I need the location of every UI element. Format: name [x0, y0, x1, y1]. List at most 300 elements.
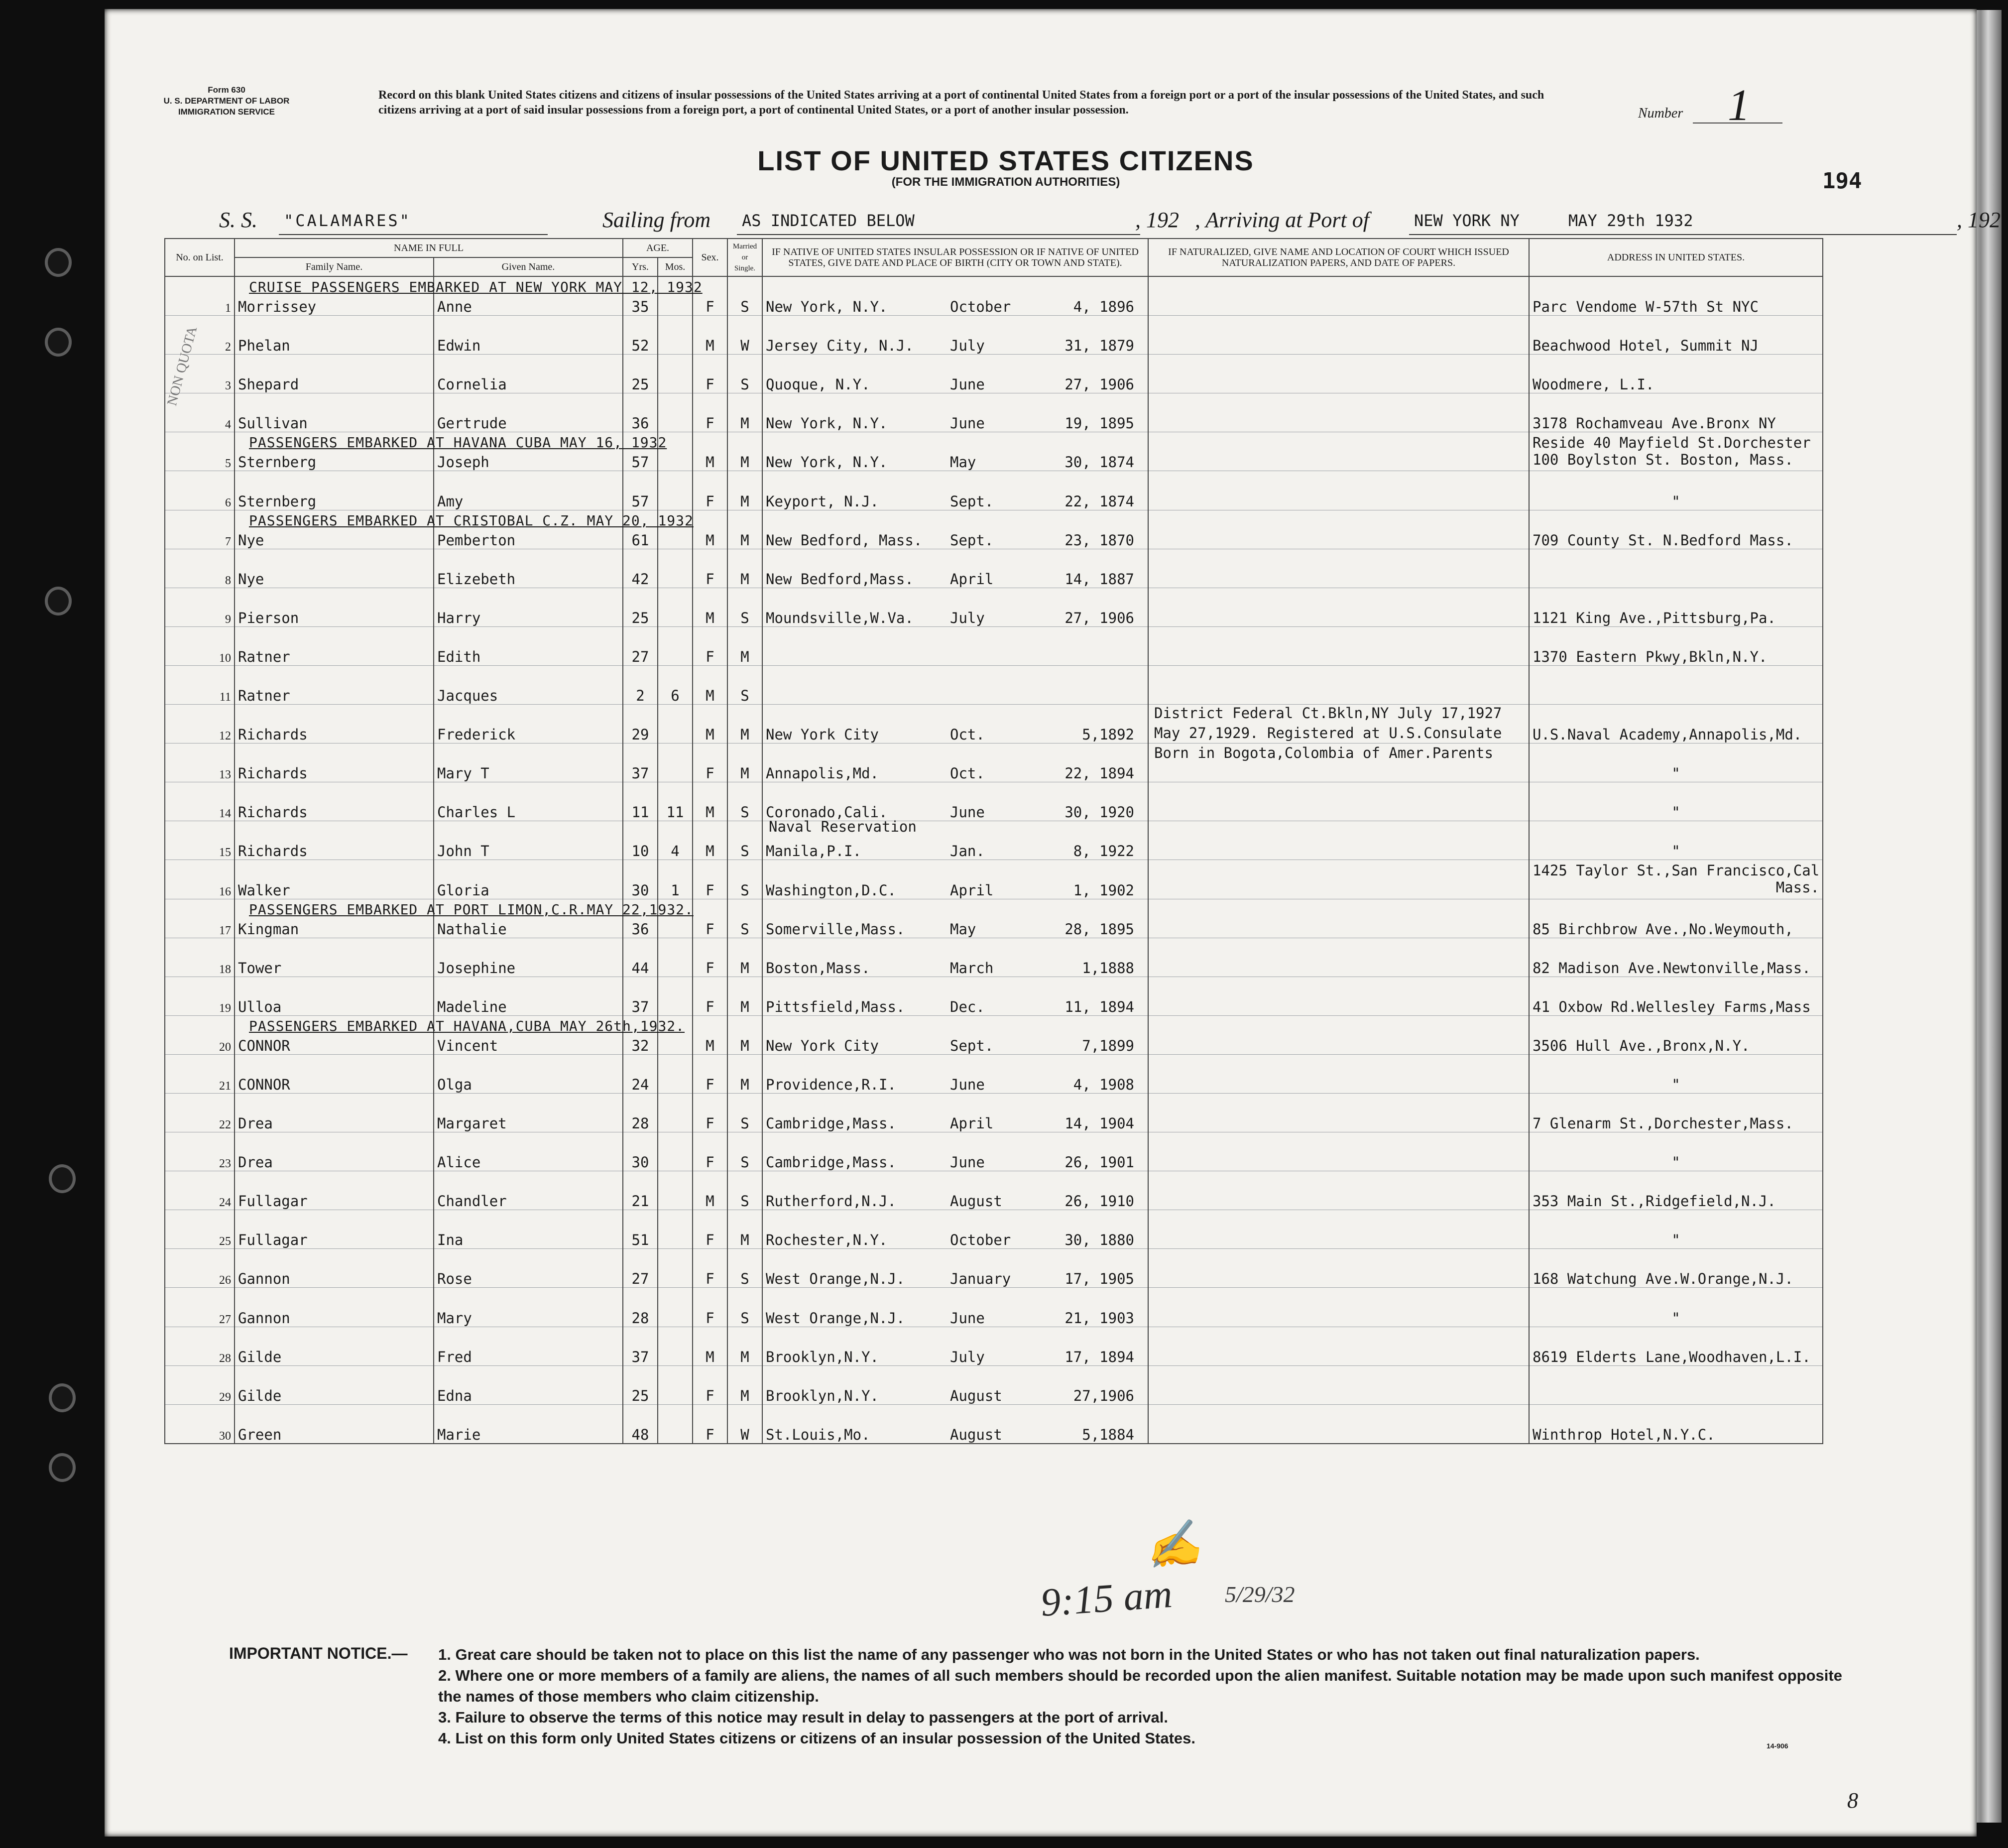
row-number: 24: [165, 1171, 235, 1210]
address-text: Beachwood Hotel, Summit NJ: [1533, 337, 1759, 355]
marital-status: M: [727, 938, 762, 977]
age-years: 48: [623, 1404, 658, 1444]
passenger-row: [165, 705, 1823, 743]
voyage-line: [219, 203, 2001, 238]
birth-info: [762, 355, 1148, 393]
passenger-row: [165, 1210, 1823, 1249]
us-address: [1529, 316, 1823, 355]
naturalization-info: [1148, 782, 1529, 821]
birth-place-line: Naval Reservation: [769, 818, 917, 836]
family-name-text: Walker: [238, 881, 290, 899]
birth-place: Rutherford,N.J.: [766, 1193, 896, 1210]
family-name-text: CONNOR: [238, 1076, 290, 1093]
given-name: Rose: [434, 1249, 623, 1288]
birth-place: Quoque, N.Y.: [766, 376, 870, 393]
sex: M: [693, 665, 727, 704]
age-months: 1: [658, 860, 693, 899]
marital-status: S: [727, 1171, 762, 1210]
age-years: 57: [623, 432, 658, 471]
age-months: [658, 588, 693, 626]
naturalization-info: [1148, 1015, 1529, 1054]
age-months: [658, 1288, 693, 1327]
us-address: [1529, 665, 1823, 704]
family-name: [235, 355, 434, 393]
age-months: [658, 355, 693, 393]
birth-day-year: 1,1888: [1082, 959, 1135, 977]
arrival-port: NEW YORK NY: [1414, 211, 1520, 230]
age-years: 57: [623, 471, 658, 510]
sex: F: [693, 393, 727, 432]
row-number: 27: [165, 1288, 235, 1327]
naturalization-info: [1148, 1249, 1529, 1288]
marital-status: M: [727, 432, 762, 471]
sex: F: [693, 1365, 727, 1404]
ss-label: S. S.: [219, 208, 257, 232]
birth-info: [762, 860, 1148, 899]
family-name: [235, 471, 434, 510]
birth-place: West Orange,N.J.: [766, 1309, 905, 1327]
col-family-name: Family Name.: [235, 257, 434, 276]
row-number: 30: [165, 1404, 235, 1444]
given-name: Cornelia: [434, 355, 623, 393]
us-address: [1529, 860, 1823, 899]
row-number: 28: [165, 1327, 235, 1365]
passenger-row: [165, 1249, 1823, 1288]
passenger-row: [165, 1132, 1823, 1171]
row-number: 20: [165, 1015, 235, 1054]
birth-info: [762, 432, 1148, 471]
birth-day-year: 22, 1874: [1064, 493, 1135, 510]
sex: F: [693, 355, 727, 393]
family-name: [235, 1404, 434, 1444]
family-name-text: Gannon: [238, 1270, 290, 1288]
form-number: Form 630: [208, 85, 245, 95]
row-number: 23: [165, 1132, 235, 1171]
marital-status: M: [727, 1365, 762, 1404]
given-name: Chandler: [434, 1171, 623, 1210]
birth-info: [762, 1054, 1148, 1093]
birth-month: June: [950, 804, 985, 821]
passenger-row: [165, 821, 1823, 860]
form-identifier: [105, 85, 349, 118]
marital-status: M: [727, 705, 762, 743]
arriving-label: , Arriving at Port of: [1195, 208, 1369, 232]
birth-info: [762, 899, 1148, 938]
given-name: John T: [434, 821, 623, 860]
family-name: [235, 705, 434, 743]
birth-place: New York, N.Y.: [766, 298, 888, 316]
birth-month: January: [950, 1270, 1011, 1288]
birth-day-year: 5,1884: [1082, 1426, 1135, 1443]
age-years: 28: [623, 1093, 658, 1132]
age-months: [658, 1210, 693, 1249]
family-name-text: Sternberg: [238, 454, 317, 471]
address-text: ": [1671, 1154, 1680, 1171]
passenger-table-wrap: [164, 238, 1822, 1444]
embarkation-group-note: PASSENGERS EMBARKED AT CRISTOBAL C.Z. MAY 20, 1932: [249, 512, 694, 529]
birth-month: May: [950, 454, 976, 471]
given-name: Margaret: [434, 1093, 623, 1132]
passenger-row: [165, 1015, 1823, 1054]
birth-month: July: [950, 1348, 985, 1365]
ship-name: "CALAMARES": [284, 211, 411, 230]
sex: F: [693, 899, 727, 938]
page-subtitle: (FOR THE IMMIGRATION AUTHORITIES): [891, 175, 1120, 189]
naturalization-line: District Federal Ct.Bkln,NY July 17,1927: [1154, 705, 1502, 722]
birth-info: [762, 393, 1148, 432]
year-suffix-two: , 192: [1957, 208, 2001, 232]
birth-place: New Bedford,Mass.: [766, 570, 914, 588]
address-text: 1370 Eastern Pkwy,Bkln,N.Y.: [1533, 648, 1768, 665]
passenger-row: [165, 665, 1823, 704]
row-number: 10: [165, 626, 235, 665]
family-name-text: Nye: [238, 531, 264, 549]
birth-info: [762, 818, 1148, 860]
birth-info: [762, 588, 1148, 626]
us-address: [1529, 938, 1823, 977]
passenger-row: [165, 471, 1823, 510]
us-address: [1529, 1054, 1823, 1093]
row-number: 2: [165, 316, 235, 355]
naturalization-info: [1148, 510, 1529, 549]
naturalization-info: [1148, 276, 1529, 316]
birth-info: [762, 1171, 1148, 1210]
family-name: [235, 1171, 434, 1210]
embarkation-group-note: PASSENGERS EMBARKED AT HAVANA,CUBA MAY 26th,1932.: [249, 1017, 685, 1034]
sailing-label: Sailing from: [602, 208, 711, 232]
birth-day-year: 5,1892: [1082, 726, 1135, 743]
naturalization-info: [1148, 899, 1529, 938]
marital-status: M: [727, 1210, 762, 1249]
birth-day-year: 4, 1896: [1073, 298, 1135, 316]
sex: F: [693, 743, 727, 782]
row-number: 6: [165, 471, 235, 510]
birth-place: Pittsfield,Mass.: [766, 998, 905, 1015]
birth-place: Boston,Mass.: [766, 959, 870, 977]
embarkation-group-note: PASSENGERS EMBARKED AT HAVANA CUBA MAY 16, 1932: [249, 434, 667, 451]
marital-status: M: [727, 743, 762, 782]
birth-info: [762, 743, 1148, 782]
given-name: Jacques: [434, 665, 623, 704]
sex: F: [693, 1210, 727, 1249]
age-months: [658, 1132, 693, 1171]
birth-month: October: [950, 1232, 1011, 1249]
birth-day-year: 30, 1880: [1064, 1232, 1135, 1249]
passenger-row: [165, 510, 1823, 549]
birth-day-year: 19, 1895: [1064, 415, 1135, 432]
naturalization-info: [1148, 1171, 1529, 1210]
birth-day-year: 31, 1879: [1064, 337, 1135, 355]
family-name-text: Ratner: [238, 687, 290, 705]
notice-heading: IMPORTANT NOTICE.—: [229, 1644, 408, 1662]
birth-info: [762, 1093, 1148, 1132]
us-address: [1529, 1015, 1823, 1054]
birth-info: [762, 1365, 1148, 1404]
us-address: [1529, 471, 1823, 510]
birth-month: Sept.: [950, 493, 994, 510]
birth-day-year: 8, 1922: [1073, 843, 1135, 860]
embarkation-group-note: PASSENGERS EMBARKED AT PORT LIMON,C.R.MAY 22,1932.: [249, 901, 694, 918]
row-number: 18: [165, 938, 235, 977]
passenger-row: [165, 626, 1823, 665]
age-years: 36: [623, 899, 658, 938]
age-years: 51: [623, 1210, 658, 1249]
age-years: 37: [623, 977, 658, 1015]
birth-day-year: 11, 1894: [1064, 998, 1135, 1015]
marital-status: M: [727, 1327, 762, 1365]
age-months: [658, 1404, 693, 1444]
birth-place: Manila,P.I.: [766, 843, 862, 860]
birth-info: [762, 1132, 1148, 1171]
given-name: Mary T: [434, 743, 623, 782]
age-years: 35: [623, 276, 658, 316]
marital-status: S: [727, 1288, 762, 1327]
family-name-text: Morrissey: [238, 298, 317, 316]
family-name: [235, 782, 434, 821]
birth-place: New York City: [766, 1037, 879, 1054]
binder-hole: [45, 587, 72, 616]
row-number: 19: [165, 977, 235, 1015]
row-number: 3: [165, 355, 235, 393]
naturalization-info: [1148, 1327, 1529, 1365]
list-number: 1: [1728, 81, 1750, 130]
family-name: [235, 1054, 434, 1093]
family-name-text: Richards: [238, 843, 308, 860]
given-name: Joseph: [434, 432, 623, 471]
age-months: [658, 977, 693, 1015]
given-name: Marie: [434, 1404, 623, 1444]
age-years: 44: [623, 938, 658, 977]
birth-place: New York, N.Y.: [766, 454, 888, 471]
birth-month: April: [950, 570, 994, 588]
address-text-line-2: 100 Boylston St. Boston, Mass.: [1533, 451, 1793, 469]
birth-month: July: [950, 337, 985, 355]
marital-status: S: [727, 665, 762, 704]
age-months: [658, 471, 693, 510]
naturalization-info: [1148, 471, 1529, 510]
given-name: Alice: [434, 1132, 623, 1171]
binder-hole: [49, 1383, 76, 1412]
us-address: [1529, 1210, 1823, 1249]
sex: F: [693, 977, 727, 1015]
age-years: 25: [623, 588, 658, 626]
family-name-text: Sternberg: [238, 493, 317, 510]
address-text: ": [1671, 843, 1680, 860]
us-address: [1529, 1093, 1823, 1132]
sex: F: [693, 860, 727, 899]
family-name-text: Richards: [238, 726, 308, 743]
birth-day-year: 27, 1906: [1064, 376, 1135, 393]
birth-place: New York City: [766, 726, 879, 743]
birth-info: [762, 938, 1148, 977]
naturalization-info: [1148, 860, 1529, 899]
sex: M: [693, 432, 727, 471]
us-address: [1529, 626, 1823, 665]
row-number: 1: [165, 276, 235, 316]
age-years: 37: [623, 743, 658, 782]
naturalization-line: Born in Bogota,Colombia of Amer.Parents: [1154, 744, 1493, 761]
col-given-name: Given Name.: [434, 257, 623, 276]
birth-info: [762, 316, 1148, 355]
birth-info: [762, 276, 1148, 316]
age-months: [658, 276, 693, 316]
naturalization-info: [1148, 1210, 1529, 1249]
sailing-from: AS INDICATED BELOW: [742, 211, 915, 230]
family-name-text: Ratner: [238, 648, 290, 665]
sailing-rule: [737, 234, 1140, 235]
age-years: 21: [623, 1171, 658, 1210]
family-name: [235, 1365, 434, 1404]
given-name: Harry: [434, 588, 623, 626]
address-text: 1121 King Ave.,Pittsburg,Pa.: [1533, 609, 1776, 626]
address-text: 3506 Hull Ave.,Bronx,N.Y.: [1533, 1037, 1750, 1054]
birth-day-year: 14, 1887: [1064, 570, 1135, 588]
age-years: 32: [623, 1015, 658, 1054]
passenger-rows: [165, 276, 1823, 1444]
birth-month: August: [950, 1387, 1002, 1404]
department-name: U. S. DEPARTMENT OF LABOR: [163, 96, 290, 106]
marital-status: M: [727, 977, 762, 1015]
address-text: 1425 Taylor St.,San Francisco,Cal: [1533, 862, 1820, 879]
age-months: 4: [658, 821, 693, 860]
family-name-text: Richards: [238, 765, 308, 782]
sex: F: [693, 938, 727, 977]
binder-hole: [49, 1453, 76, 1482]
marital-status: S: [727, 821, 762, 860]
birth-day-year: 23, 1870: [1064, 531, 1135, 549]
arrival-rule: [1409, 234, 1957, 235]
birth-place: Annapolis,Md.: [766, 765, 879, 782]
passenger-row: [165, 1404, 1823, 1444]
birth-month: August: [950, 1426, 1002, 1443]
row-number: 5: [165, 432, 235, 471]
passenger-row: [165, 1171, 1823, 1210]
col-sex: Sex.: [693, 239, 727, 276]
age-months: [658, 1249, 693, 1288]
us-address: [1529, 1327, 1823, 1365]
marital-status: S: [727, 588, 762, 626]
naturalization-info: [1148, 665, 1529, 704]
sex: M: [693, 588, 727, 626]
family-name-text: Kingman: [238, 920, 299, 938]
birth-info: [762, 1210, 1148, 1249]
marital-status: M: [727, 510, 762, 549]
birth-place: Brooklyn,N.Y.: [766, 1387, 879, 1404]
notice-list: [438, 1644, 1852, 1749]
passenger-row: [165, 782, 1823, 821]
birth-place: Brooklyn,N.Y.: [766, 1348, 879, 1365]
sex: M: [693, 316, 727, 355]
age-years: 37: [623, 1327, 658, 1365]
family-name-text: Fullagar: [238, 1193, 308, 1210]
address-text: 3178 Rochamveau Ave.Bronx NY: [1533, 415, 1776, 432]
birth-day-year: 21, 1903: [1064, 1309, 1135, 1327]
given-name: Pemberton: [434, 510, 623, 549]
birth-info: [762, 510, 1148, 549]
naturalization-info: [1148, 355, 1529, 393]
family-name-text: Green: [238, 1426, 282, 1443]
us-address: [1529, 821, 1823, 860]
sex: F: [693, 1132, 727, 1171]
given-name: Edwin: [434, 316, 623, 355]
family-name: [235, 743, 434, 782]
passenger-row: [165, 393, 1823, 432]
birth-day-year: 17, 1894: [1064, 1348, 1135, 1365]
birth-day-year: 14, 1904: [1064, 1115, 1135, 1132]
given-name: Madeline: [434, 977, 623, 1015]
sex: F: [693, 276, 727, 316]
marital-status: S: [727, 276, 762, 316]
family-name: [235, 1249, 434, 1288]
address-text: ": [1671, 804, 1680, 821]
given-name: Frederick: [434, 705, 623, 743]
age-months: [658, 432, 693, 471]
age-years: 61: [623, 510, 658, 549]
age-years: 42: [623, 549, 658, 588]
col-birth: IF NATIVE OF UNITED STATES INSULAR POSSESSION OR IF NATIVE OF UNITED STATES, GIVE DATE AND PLACE OF BIRTH (CITY OR TOWN AND STATE).: [762, 239, 1148, 276]
passenger-row: [165, 588, 1823, 626]
family-name: [235, 1132, 434, 1171]
birth-day-year: 27, 1906: [1064, 609, 1135, 626]
sex: F: [693, 1093, 727, 1132]
birth-day-year: 1, 1902: [1073, 881, 1135, 899]
given-name: Gloria: [434, 860, 623, 899]
naturalization-info: [1148, 1132, 1529, 1171]
naturalization-info: [1148, 316, 1529, 355]
passenger-row: [165, 938, 1823, 977]
birth-info: [762, 782, 1148, 821]
naturalization-info: [1148, 1288, 1529, 1327]
birth-place: St.Louis,Mo.: [766, 1426, 870, 1443]
notice-item: 4. List on this form only United States citizens or citizens of an insular possession of the United States.: [438, 1729, 1195, 1747]
col-yrs: Yrs.: [623, 257, 658, 276]
given-name: Vincent: [434, 1015, 623, 1054]
birth-month: Sept.: [950, 1037, 994, 1054]
family-name-text: Drea: [238, 1154, 273, 1171]
age-months: [658, 899, 693, 938]
birth-month: June: [950, 1154, 985, 1171]
address-text: ": [1671, 1309, 1680, 1327]
notice-item: 3. Failure to observe the terms of this notice may result in delay to passengers at the port of arrival.: [438, 1709, 1169, 1726]
row-number: 11: [165, 665, 235, 704]
arrival-time-stamp: 9:15 am: [1039, 1572, 1174, 1625]
marital-status: S: [727, 860, 762, 899]
address-text: Winthrop Hotel,N.Y.C.: [1533, 1426, 1715, 1443]
row-number: 21: [165, 1054, 235, 1093]
arrival-date: MAY 29th 1932: [1568, 211, 1693, 230]
col-name-in-full: NAME IN FULL: [235, 239, 623, 257]
address-text: 41 Oxbow Rd.Wellesley Farms,Mass: [1533, 998, 1811, 1015]
birth-info: [762, 549, 1148, 588]
family-name-text: Richards: [238, 804, 308, 821]
sex: M: [693, 1171, 727, 1210]
birth-day-year: 26, 1901: [1064, 1154, 1135, 1171]
age-months: [658, 1054, 693, 1093]
birth-month: April: [950, 881, 994, 899]
birth-month: June: [950, 376, 985, 393]
birth-month: October: [950, 298, 1011, 316]
row-number: 15: [165, 821, 235, 860]
sex: F: [693, 1249, 727, 1288]
naturalization-info: [1148, 821, 1529, 860]
family-name: [235, 549, 434, 588]
naturalization-info: [1148, 1365, 1529, 1404]
binder-hole: [49, 1164, 76, 1193]
passenger-row: [165, 977, 1823, 1015]
given-name: Amy: [434, 471, 623, 510]
arrival-date-stamp: 5/29/32: [1225, 1582, 1295, 1607]
marital-status: M: [727, 626, 762, 665]
